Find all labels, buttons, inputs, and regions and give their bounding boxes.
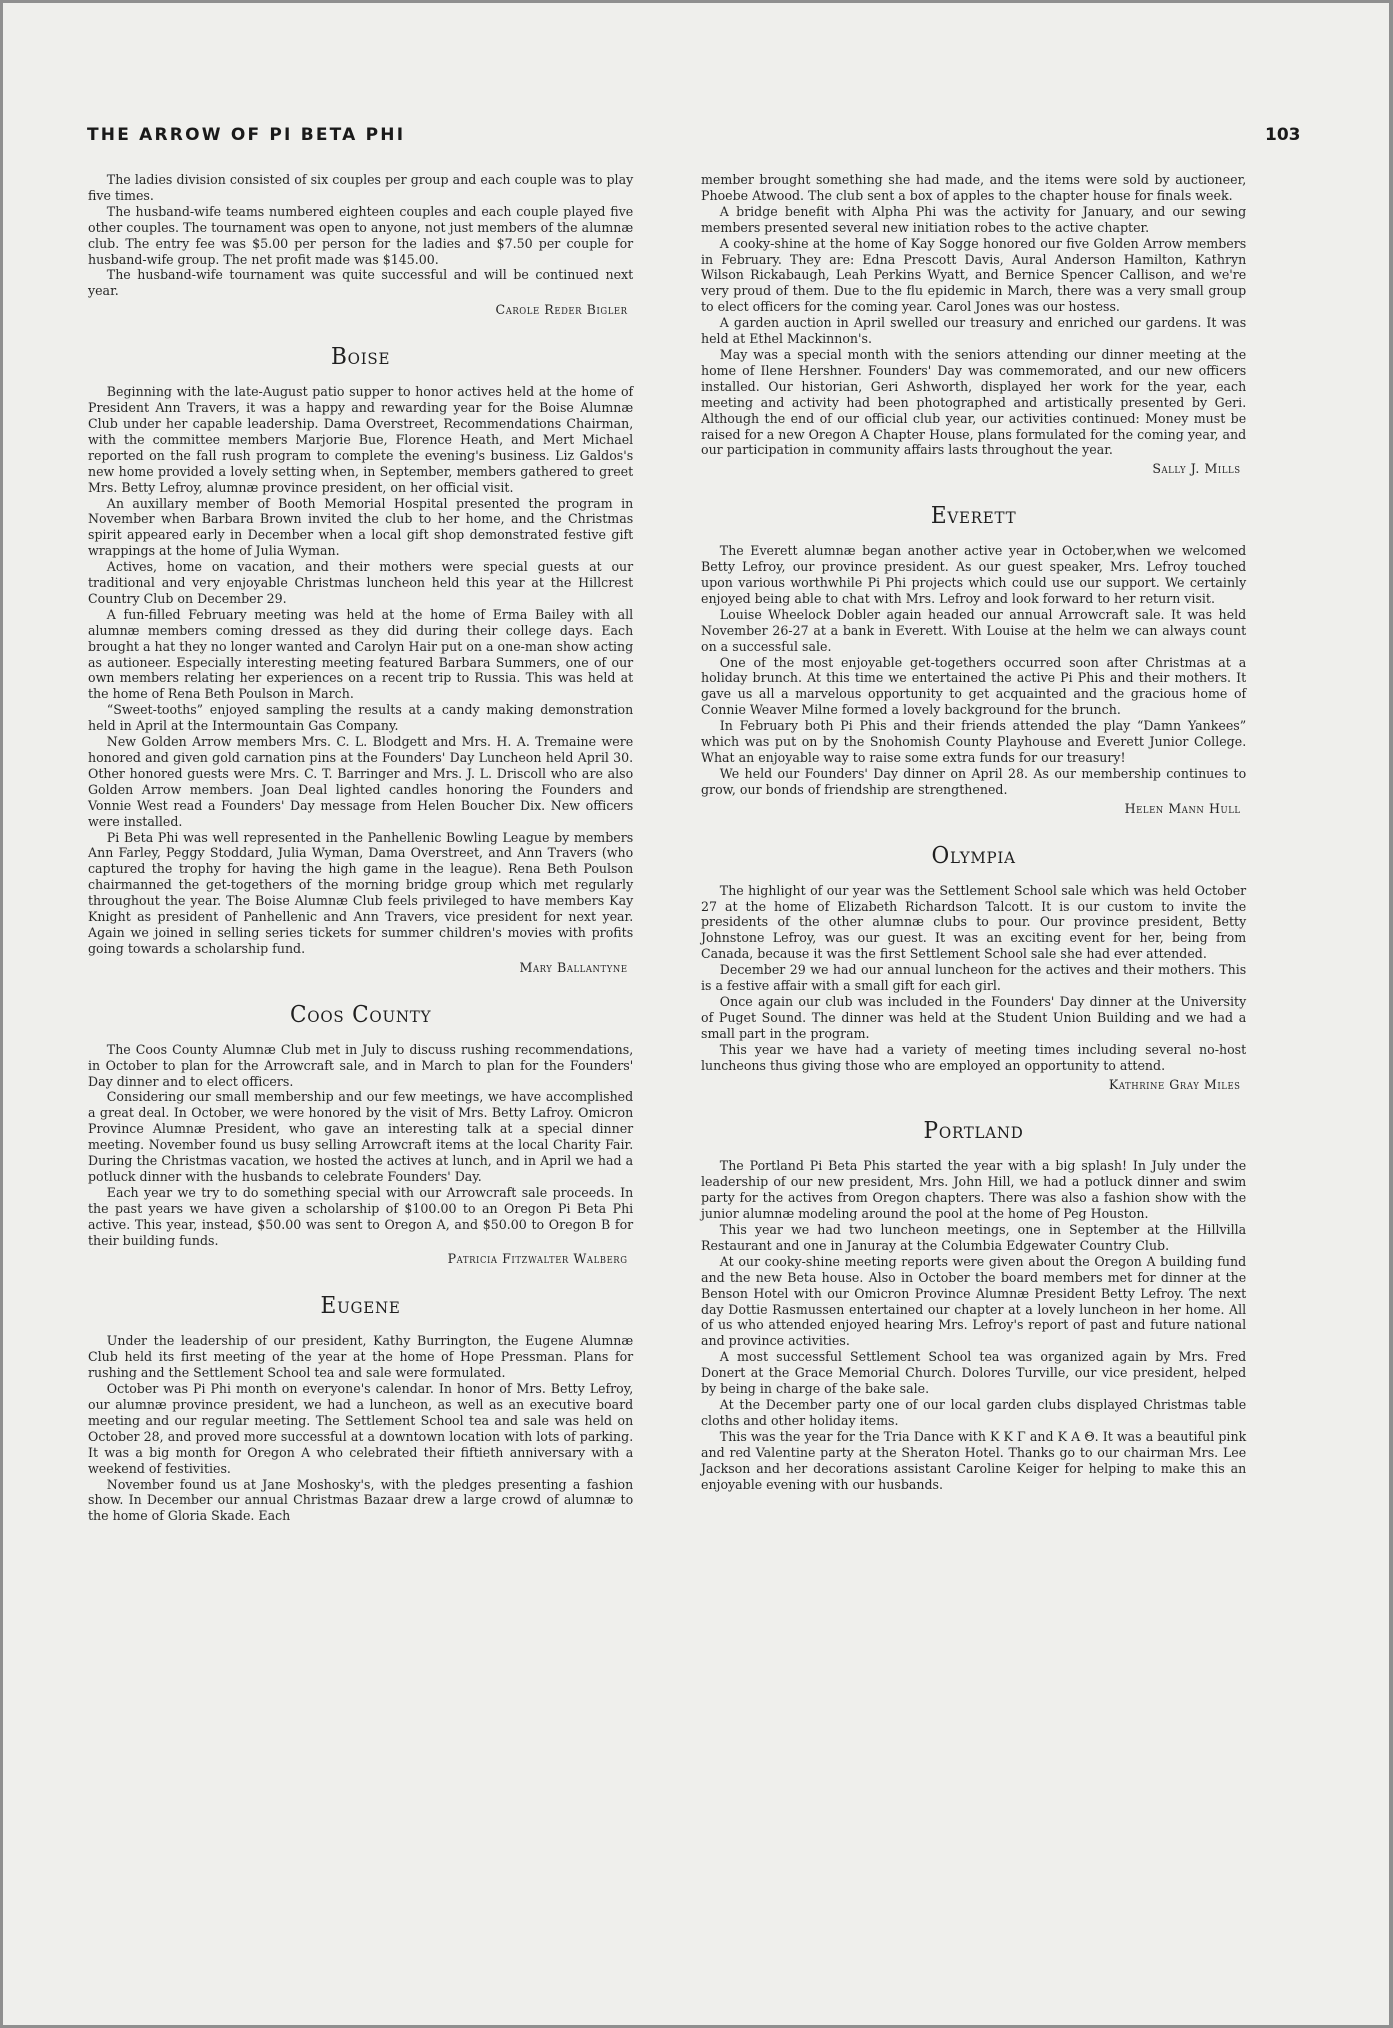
paragraph: A most successful Settlement School tea was organized again by Mrs. Fred Donert at the Grace Memorial Church. Dolores Turville, our vice president, helped by being in charge of the bake sale. (701, 1350, 1247, 1398)
paragraph: A fun-filled February meeting was held at the home of Erma Bailey with all alumnæ members coming dressed as they did during their college days. Each brought a hat they no longer wanted and Carolyn Hair put on a one-man show acting as autioneer. Especially interesting meeting featured Barbara Summers, one of our own members relating her experiences on a recent trip to Russia. This was held at the home of Rena Beth Poulson in March. (88, 607, 634, 703)
paragraph: This year we had two luncheon meetings, one in September at the Hillvilla Restaurant and one in Januray at the Columbia Edgewater Country Club. (701, 1223, 1247, 1254)
right-column (701, 173, 1246, 1493)
everett-section (701, 502, 1246, 817)
section-title-olympia: Olympia (931, 842, 1016, 869)
paragraph: Once again our club was included in the Founders' Day dinner at the University of Puget Sound. The dinner was held at the Student Union Building and we had a small part in the program. (701, 994, 1247, 1042)
author-signature: Kathrine Gray Miles (1108, 1077, 1241, 1093)
paragraph: A cooky-shine at the home of Kay Sogge honored our five Golden Arrow members in February. They are: Edna Prescott Davis, Aural Anderson Hamilton, Kathryn Wilson Rickabaugh, Leah Perkins Wyatt, and Bernice Spencer Callison, and we're very proud of them. Due to the flu epidemic in March, there was a very small group to elect officers for the coming year. Carol Jones was our hostess. (701, 236, 1247, 316)
paragraph: One of the most enjoyable get-togethers occurred soon after Christmas at a holiday brunch. At this time we entertained the active Pi Phis and their mothers. It gave us all a marvelous opportunity to get acquainted and the gracious home of Connie Weaver Milne formed a lovely background for the brunch. (701, 655, 1247, 719)
eugene-section (88, 1292, 633, 1525)
section-title-coos-county: Coos County (289, 1001, 432, 1028)
paragraph: Beginning with the late-August patio supper to honor actives held at the home of President Ann Travers, it was a happy and rewarding year for the Boise Alumnæ Club under her capable leadership. Dama Overstreet, Recommendations Chairman, with the committee members Marjorie Bue, Florence Heath, and Mert Michael reported on the fall rush program to complete the evening's business. Liz Galdos's new home provided a lovely setting when, in September, members gathered to greet Mrs. Betty Lefroy, alumnæ province president, on her official visit. (88, 385, 634, 496)
paragraph: This was the year for the Tria Dance with Κ Κ Γ and Κ Α Θ. It was a beautiful pink and red Valentine party at the Sheraton Hotel. Thanks go to our chairman Mrs. Lee Jackson and her decorations assistant Caroline Keiger for helping to make this an enjoyable evening with our husbands. (701, 1429, 1247, 1493)
page-number: 103 (1265, 125, 1301, 145)
paragraph: November found us at Jane Moshosky's, with the pledges presenting a fashion show. In December our annual Christmas Bazaar drew a large crowd of alumnæ to the home of Gloria Skade. Each (88, 1477, 634, 1525)
coos-county-section (88, 1001, 633, 1269)
paragraph: A garden auction in April swelled our treasury and enriched our gardens. It was held at Ethel Mackinnon's. (701, 316, 1247, 348)
magazine-page (3, 3, 1389, 2025)
olympia-section (701, 842, 1246, 1094)
paragraph: At our cooky-shine meeting reports were given about the Oregon A building fund and the new Beta house. Also in October the board members met for dinner at the Benson Hotel with our Omicron Province Alumnæ President Betty Lefroy. The next day Dottie Rasmussen entertained our chapter at a lovely luncheon in her home. All of us who attended enjoyed hearing Mrs. Lefroy's report of past and future national and province activities. (701, 1254, 1247, 1350)
paragraph: December 29 we had our annual luncheon for the actives and their mothers. This is a festive affair with a small gift for each girl. (701, 963, 1247, 995)
paragraph: Louise Wheelock Dobler again headed our annual Arrowcraft sale. It was held November 26-27 at a bank in Everett. With Louise at the helm we can always count on a successful sale. (701, 607, 1247, 655)
author-signature: Helen Mann Hull (1124, 801, 1241, 817)
paragraph: Under the leadership of our president, Kathy Burrington, the Eugene Alumnæ Club held its first meeting of the year at the home of Hope Pressman. Plans for rushing and the Settlement School tea and sale were formulated. (88, 1334, 634, 1382)
paragraph: In February both Pi Phis and their friends attended the play “Damn Yankees” which was put on by the Snohomish County Playhouse and Everett Junior College. What an enjoyable way to raise some extra funds for our treasury! (701, 719, 1247, 766)
paragraph: An auxillary member of Booth Memorial Hospital presented the program in November when Barbara Brown invited the club to her home, and the Christmas spirit appeared early in December when a local gift shop demonstrated festive gift wrappings at the home of Julia Wyman. (88, 496, 634, 560)
author-signature: Patricia Fitzwalter Walberg (447, 1252, 628, 1268)
left-column (88, 173, 633, 1525)
paragraph: May was a special month with the seniors attending our dinner meeting at the home of Ilene Hershner. Founders' Day was commemorated, and our new officers installed. Our historian, Geri Ashworth, displayed her work for the year, each meeting and activity had been photographed and artistically presented by Geri. Although the end of our official club year, our activities continued: Money must be raised for a new Oregon A Chapter House, plans formulated for the coming year, and our participation in community affairs lasts throughout the year. (701, 347, 1247, 459)
eugene-continuation (701, 173, 1246, 478)
paragraph: October was Pi Phi month on everyone's calendar. In honor of Mrs. Betty Lefroy, our alumnæ province president, we had a luncheon, as well as an executive board meeting and our regular meeting. The Settlement School tea and sale was held on October 28, and proved more successful at a downtown location with lots of parking. It was a big month for Oregon A who celebrated their fiftieth anniversary with a weekend of festivities. (88, 1382, 634, 1477)
paragraph: The husband-wife tournament was quite successful and will be continued next year. (88, 268, 634, 300)
paragraph: A bridge benefit with Alpha Phi was the activity for January, and our sewing members presented several new initiation robes to the active chapter. (701, 204, 1247, 236)
paragraph: The Portland Pi Beta Phis started the year with a big splash! In July under the leadership of our new president, Mrs. John Hill, we had a potluck dinner and swim party for the actives from Oregon chapters. There was also a fashion show with the junior alumnæ modeling around the pool at the home of Peg Houston. (701, 1159, 1247, 1223)
intro-section (88, 173, 633, 319)
author-signature: Carole Reder Bigler (495, 303, 628, 319)
paragraph: Considering our small membership and our few meetings, we have accomplished a great deal. In October, we were honored by the visit of Mrs. Betty Lafroy. Omicron Province Alumnæ President, who gave an interesting talk at a special dinner meeting. November found us busy selling Arrowcraft items at the local Charity Fair. During the Christmas vacation, we hosted the actives at lunch, and in April we had a potluck dinner with the husbands to celebrate Founders' Day. (88, 1090, 634, 1185)
paragraph: The ladies division consisted of six couples per group and each couple was to play five times. (88, 173, 634, 204)
paragraph: We held our Founders' Day dinner on April 28. As our membership continues to grow, our bonds of friendship are strengthened. (701, 766, 1247, 798)
section-title-portland: Portland (923, 1118, 1024, 1145)
paragraph: The highlight of our year was the Settlement School sale which was held October 27 at the home of Elizabeth Richardson Talcott. It is our custom to invite the presidents of the other alumnæ clubs to pour. Our province president, Betty Johnstone Lefroy, was our guest. It was an exciting event for her, being from Canada, because it was the first Settlement School sale she had ever attended. (701, 883, 1247, 963)
paragraph: The husband-wife teams numbered eighteen couples and each couple played five other couples. The tournament was open to anyone, not just members of the alumnæ club. The entry fee was $5.00 per person for the ladies and $7.50 per couple for husband-wife group. The net profit made was $145.00. (88, 204, 634, 268)
paragraph: Actives, home on vacation, and their mothers were special guests at our traditional and very enjoyable Christmas luncheon held this year at the Hillcrest Country Club on December 29. (88, 560, 634, 607)
paragraph: At the December party one of our local garden clubs displayed Christmas table cloths and other holiday items. (701, 1398, 1247, 1429)
paragraph: “Sweet-tooths” enjoyed sampling the results at a candy making demonstration held in April at the Intermountain Gas Company. (88, 703, 634, 735)
author-signature: Sally J. Mills (1152, 462, 1241, 478)
paragraph: The Coos County Alumnæ Club met in July to discuss rushing recommendations, in October to plan for the Arrowcraft sale, and in March to plan for the Founders' Day dinner and to elect officers. (88, 1042, 634, 1090)
author-signature: Mary Ballantyne (519, 960, 628, 976)
paragraph: Pi Beta Phi was well represented in the Panhellenic Bowling League by members Ann Farley, Peggy Stoddard, Julia Wyman, Dama Overstreet, and Ann Travers (who captured the trophy for having the high game in the league). Rena Beth Poulson chairmanned the get-togethers of the morning bridge group which met regularly throughout the year. The Boise Alumnæ Club feels privileged to have members Kay Knight as president of Panhellenic and Ann Travers, vice president for next year. Again we joined in selling series tickets for summer children's movies with profits going towards a scholarship fund. (88, 830, 634, 957)
paragraph: member brought something she had made, and the items were sold by auctioneer, Phoebe Atwood. The club sent a box of apples to the chapter house for finals week. (701, 173, 1247, 204)
paragraph: New Golden Arrow members Mrs. C. L. Blodgett and Mrs. H. A. Tremaine were honored and given gold carnation pins at the Founders' Day Luncheon held April 30. Other honored guests were Mrs. C. T. Barringer and Mrs. J. L. Driscoll who are also Golden Arrow members. Joan Deal lighted candles honoring the Founders and Vonnie West read a Founders' Day message from Helen Boucher Dix. New officers were installed. (88, 735, 634, 830)
section-title-eugene: Eugene (320, 1293, 401, 1320)
running-head: THE ARROW OF PI BETA PHI (87, 125, 406, 145)
paragraph: The Everett alumnæ began another active year in October,when we welcomed Betty Lefroy, our province president. As our guest speaker, Mrs. Lefroy touched upon various worthwhile Pi Phi projects which could use our support. We certainly enjoyed being able to chat with Mrs. Lefroy and look forward to her return visit. (701, 544, 1247, 607)
section-title-boise: Boise (330, 344, 391, 371)
paragraph: Each year we try to do something special with our Arrowcraft sale proceeds. In the past years we have given a scholarship of $100.00 to an Oregon Pi Beta Phi active. This year, instead, $50.00 was sent to Oregon A, and $50.00 to Oregon B for their building funds. (88, 1185, 634, 1249)
paragraph: This year we have had a variety of meeting times including several no-host luncheons thus giving those who are employed an opportunity to attend. (701, 1042, 1247, 1074)
portland-section (701, 1117, 1246, 1493)
boise-section (88, 343, 633, 977)
section-title-everett: Everett (930, 503, 1017, 530)
